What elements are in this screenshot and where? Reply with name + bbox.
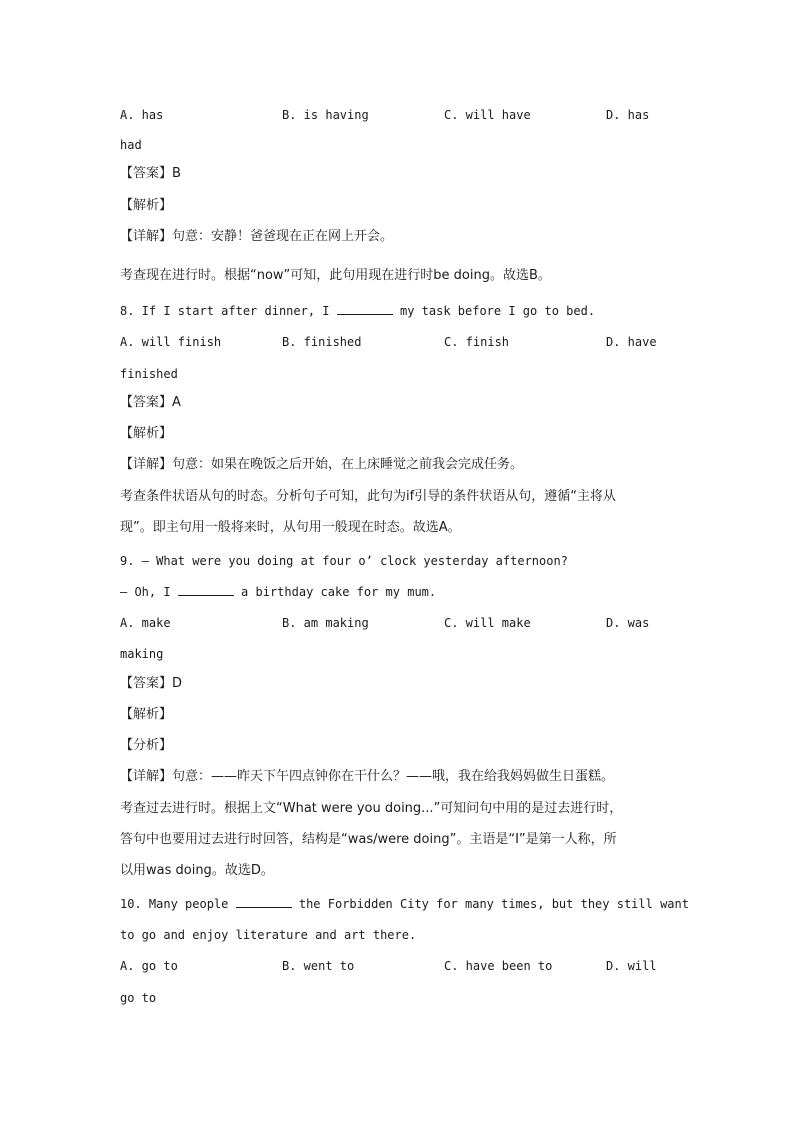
- q8-stem: [120, 301, 595, 321]
- q8-detail: [120, 455, 523, 475]
- q8-option-c: C. finish: [444, 335, 510, 349]
- detail-label: 【详解】: [120, 769, 173, 784]
- q9-option-d-wrap: making: [120, 647, 164, 661]
- detail-label: 【详解】: [120, 457, 173, 472]
- q10-stem-part2: the Forbidden City for many times, but they still want: [298, 897, 689, 911]
- answer-value: A: [172, 395, 181, 410]
- q7-explanation: 考查现在进行时。根据“now”可知，此句用现在进行时be doing。故选B。: [120, 268, 551, 283]
- q9-stem-part1: — Oh, I: [120, 585, 171, 599]
- answer-label: 【答案】: [120, 166, 173, 181]
- q8-explanation-line2: 现”。即主句用一般将来时，从句用一般现在时态。故选A。: [120, 520, 461, 535]
- q9-option-d: D. was: [606, 616, 650, 630]
- q7-detail: [120, 227, 393, 247]
- q9-answer: [120, 674, 182, 694]
- detail-label: 【详解】: [120, 229, 173, 244]
- q8-option-d: D. have: [606, 335, 657, 349]
- q7-option-a: A. has: [120, 108, 164, 122]
- q7-analysis-label: 【解析】: [120, 198, 173, 213]
- q8-explanation-line1: 考查条件状语从句的时态。分析句子可知，此句为if引导的条件状语从句，遵循“主将从: [120, 489, 616, 504]
- q9-explanation-line3: 以用was doing。故选D。: [120, 863, 274, 878]
- q10-stem-line2: to go and enjoy literature and art there.: [120, 928, 417, 942]
- q9-stem-line2: [120, 582, 436, 602]
- answer-label: 【答案】: [120, 676, 173, 691]
- q9-analysis-label: 【解析】: [120, 707, 173, 722]
- q9-detail: [120, 767, 614, 787]
- q10-stem-line1: [120, 894, 689, 914]
- q7-option-b: B. is having: [282, 108, 369, 122]
- detail-text: 句意：——昨天下午四点钟你在干什么？——哦，我在给我妈妈做生日蛋糕。: [172, 769, 615, 784]
- q9-option-c: C. will make: [444, 616, 531, 630]
- q7-answer: [120, 164, 181, 184]
- answer-value: B: [172, 166, 181, 181]
- q9-option-a: A. make: [120, 616, 171, 630]
- q9-explanation-line2: 答句中也要用过去进行时回答，结构是“was/were doing”。主语是“I”是第一人称，所: [120, 832, 617, 847]
- answer-blank: [337, 302, 393, 315]
- q10-option-d: D. will: [606, 959, 657, 973]
- detail-text: 句意：如果在晚饭之后开始，在上床睡觉之前我会完成任务。: [172, 457, 524, 472]
- q9-option-b: B. am making: [282, 616, 369, 630]
- q7-option-c: C. will have: [444, 108, 531, 122]
- detail-text: 句意：安静！爸爸现在正在网上开会。: [172, 229, 394, 244]
- q8-stem-part1: 8. If I start after dinner, I: [120, 304, 330, 318]
- answer-label: 【答案】: [120, 395, 173, 410]
- q9-stem-part2: a birthday cake for my mum.: [241, 585, 437, 599]
- q8-option-a: A. will finish: [120, 335, 222, 349]
- answer-value: D: [172, 676, 183, 691]
- q8-option-d-wrap: finished: [120, 367, 178, 381]
- q10-option-b: B. went to: [282, 959, 355, 973]
- q10-stem-part1: 10. Many people: [120, 897, 229, 911]
- q9-explanation-line1: 考查过去进行时。根据上文“What were you doing...”可知问句中用的是过去进行时，: [120, 801, 623, 816]
- q10-option-d-wrap: go to: [120, 991, 157, 1005]
- q9-fenxi-label: 【分析】: [120, 738, 173, 753]
- q8-stem-part2: my task before I go to bed.: [399, 304, 596, 318]
- q8-option-b: B. finished: [282, 335, 362, 349]
- q9-stem-line1: 9. — What were you doing at four o’ clock yesterday afternoon?: [120, 554, 568, 568]
- q10-option-a: A. go to: [120, 959, 178, 973]
- answer-blank: [178, 583, 234, 596]
- q7-option-d: D. has: [606, 108, 650, 122]
- q8-answer: [120, 393, 181, 413]
- q10-option-c: C. have been to: [444, 959, 553, 973]
- q7-option-d-wrap: had: [120, 138, 142, 152]
- q8-analysis-label: 【解析】: [120, 426, 173, 441]
- answer-blank: [236, 895, 292, 908]
